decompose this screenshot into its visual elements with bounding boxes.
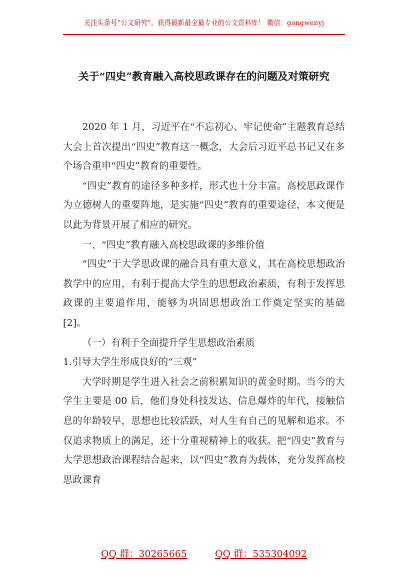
paragraph-background: “四史”教育的途径多种多样，形式也十分丰富。高校思政课作为立德树人的重要阵地，是实施“四史”教育的重要途径，本文便是以此为背景开展了相应的研究。: [63, 180, 345, 231]
header-divider: [63, 34, 345, 35]
paragraph-point: 大学时期是学生进入社会之前积累知识的黄金时期。当今的大学生主要是 00 后，他们身处科技发达、信息爆炸的年代，接触信息的年龄较早，思想也比较活跃，对人生有自己的见解和追求。不仅追求物质上的满足，还十分重视精神上的收获。把“四史”教育与大学思想政治课程结合起来，以“四史”教育为载体，充分发挥高校思政课育: [63, 376, 345, 486]
section-heading: 一、“四史”教育融入高校思政课的多维价值: [82, 239, 265, 251]
footer-banner: [0, 546, 408, 560]
paragraph-intro: 2020 年 1 月，习近平在“不忘初心、牢记使命”主题教育总结大会上首次提出“四史”教育这一概念，大会后习近平总书记又在多个场合重申“四史”教育的重要性。: [63, 122, 345, 173]
footer-qq-group-1: QQ 群：30265665: [101, 549, 187, 560]
subsection-heading: （一）有利于全面提升学生思想政治素质: [82, 337, 255, 349]
footer-qq-group-2: QQ 群：535304092: [214, 549, 307, 560]
paragraph-section: “四史”于大学思政课的融合具有重大意义，其在高校思想政治教学中的应用，有利于提高大学生的思想政治素质，有利于发挥思政课的主要道作用，能够为巩固思想政治工作奠定坚实的基础[2]。: [63, 259, 345, 329]
document-body: [63, 118, 345, 490]
header-banner: 关注头条号“公文研究”，获得最新最全最专业的公文资料库！ 微信：gongwenyj: [83, 19, 325, 27]
point-heading: 1.引导大学生形成良好的“三观”: [63, 357, 198, 369]
document-title: 关于“四史”教育融入高校思政课存在的问题及对策研究: [78, 71, 330, 83]
